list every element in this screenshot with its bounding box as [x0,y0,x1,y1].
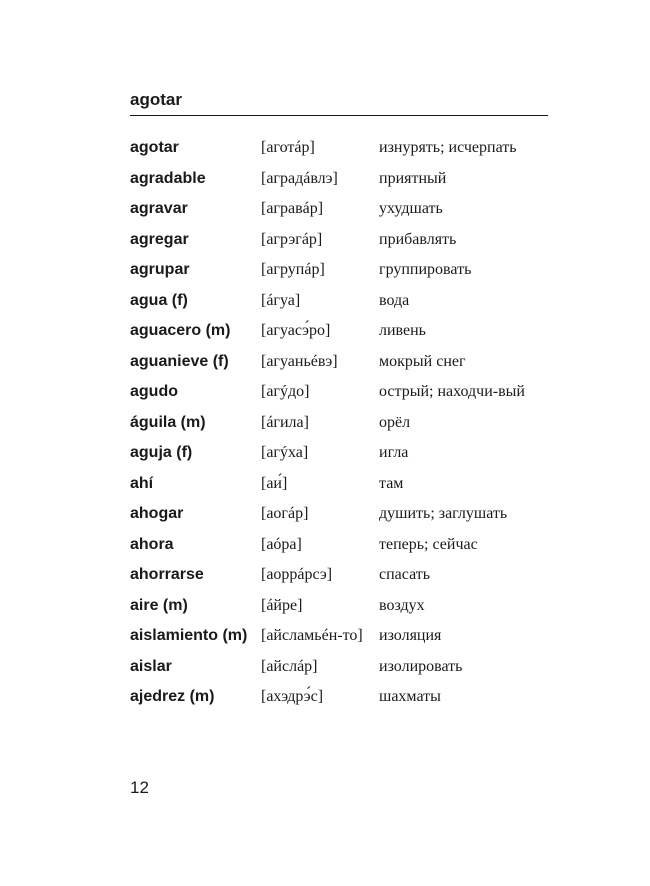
running-header [130,90,548,110]
entry-pronunciation: [айслáр] [261,657,318,675]
entry-word: ahogar [130,505,184,522]
entry-translation: изнурять; исчерпать [379,139,517,156]
entry-translation: группировать [379,261,472,278]
entry-word: aislar [130,657,172,675]
entry-word: agradable [130,169,206,187]
entry-translation: прибавлять [379,230,457,248]
entry-translation: теперь; сейчас [379,535,478,553]
entry-word: ahora [130,535,174,553]
entry-pronunciation: [аогáр] [261,505,309,522]
entry-row [130,167,570,198]
entry-pronunciation: [айсламьéн-то] [261,627,363,644]
entry-pronunciation: [аградáвлэ] [261,169,338,187]
entry-row [130,411,570,442]
entry-word: ahorrarse [130,566,204,583]
entry-translation: вода [379,291,410,309]
entry-translation: спасать [379,566,431,583]
entry-translation: изолировать [379,657,463,675]
entry-row [130,350,570,381]
entry-row [130,319,570,350]
entry-pronunciation: [áйре] [261,596,303,614]
entry-translation: ливень [379,322,426,339]
entry-translation: душить; заглушать [379,505,508,522]
entry-word: aguja (f) [130,444,193,461]
entry-pronunciation: [агýха] [261,444,309,461]
entry-word: agregar [130,230,189,248]
entry-translation: ухудшать [379,200,443,217]
entry-pronunciation: [агуаньéвэ] [261,352,338,370]
entry-row [130,502,570,533]
entry-row [130,685,570,716]
entry-pronunciation: [аготáр] [261,139,315,156]
entry-word: ahí [130,474,154,492]
entry-word: águila (m) [130,413,206,431]
entry-row [130,136,570,167]
entry-row [130,289,570,320]
entry-row [130,441,570,472]
entry-translation: орёл [379,413,411,431]
page-number: 12 [130,778,149,797]
entry-word: aguanieve (f) [130,352,229,370]
entry-pronunciation: [агуасэ́ро] [261,322,331,339]
entry-word: agotar [130,139,179,156]
entry-pronunciation: [аоррáрсэ] [261,566,333,583]
entry-row [130,624,570,655]
dictionary-entries [130,136,570,716]
entry-translation: там [379,474,404,492]
entry-translation: воздух [379,596,425,614]
entry-pronunciation: [áгила] [261,413,309,431]
entry-pronunciation: [аи́] [261,474,288,492]
entry-pronunciation: [áгуа] [261,291,301,309]
entry-row [130,380,570,411]
entry-row [130,228,570,259]
entry-word: agravar [130,200,188,217]
entry-translation: изоляция [379,627,442,644]
entry-word: ajedrez (m) [130,688,215,705]
entry-word: agudo [130,383,178,400]
entry-pronunciation: [агýдо] [261,383,310,400]
entry-row [130,563,570,594]
entry-translation: шахматы [379,688,441,705]
entry-pronunciation: [агрэгáр] [261,230,323,248]
entry-pronunciation: [аóра] [261,535,302,553]
header-title: agotar [130,90,182,109]
entry-translation: приятный [379,169,447,187]
entry-pronunciation: [ахэдрэ́с] [261,688,324,705]
entry-word: aguacero (m) [130,322,231,339]
entry-word: aislamiento (m) [130,627,248,644]
entry-pronunciation: [агравáр] [261,200,324,217]
entry-translation: острый; находчи-вый [379,383,525,400]
entry-translation: игла [379,444,409,461]
entry-translation: мокрый снег [379,352,466,370]
entry-word: agua (f) [130,291,188,309]
entry-row [130,472,570,503]
header-rule [130,115,548,116]
entry-row [130,594,570,625]
entry-row [130,197,570,228]
entry-row [130,655,570,686]
entry-pronunciation: [агрупáр] [261,261,325,278]
entry-row [130,258,570,289]
entry-row [130,533,570,564]
entry-word: aire (m) [130,596,188,614]
entry-word: agrupar [130,261,190,278]
